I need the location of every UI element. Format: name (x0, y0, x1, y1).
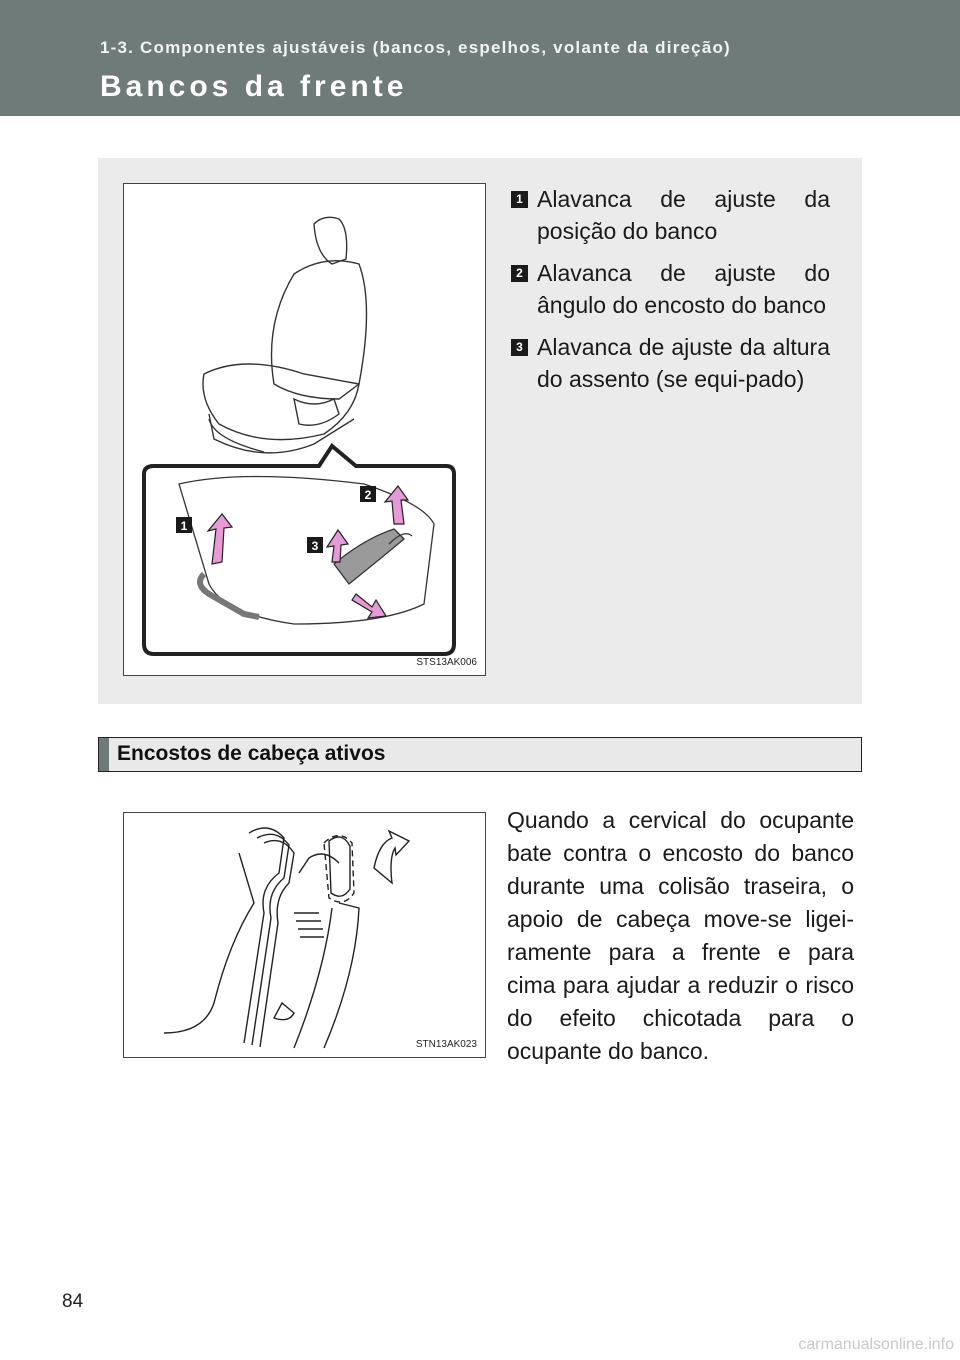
headrest-illustration (124, 813, 485, 1057)
upward-arrow-icon (374, 831, 409, 883)
legend-text: Alavanca de ajuste do ângulo do encosto do banco (537, 260, 830, 318)
seat-illustration (124, 184, 485, 675)
heading-accent-bar (99, 738, 109, 771)
section-title: 1-3. Componentes ajustáveis (bancos, espelhos, volante da direção) (100, 38, 731, 57)
headrest-figure (123, 812, 486, 1058)
legend-text: Alavanca de ajuste da posição do banco (537, 186, 830, 244)
page-title: Bancos da frente (100, 70, 408, 103)
legend-text: Alavanca de ajuste da altura do assento (se equi-pado) (537, 334, 830, 392)
callout-label-2: 2 (364, 488, 372, 502)
legend-item (505, 331, 830, 395)
number-badge: 3 (511, 339, 528, 356)
callout-label-1: 1 (180, 519, 188, 533)
number-badge: 2 (511, 265, 528, 282)
figure-code: STN13AK023 (415, 1039, 477, 1050)
page-number: 84 (62, 1291, 84, 1312)
watermark: carmanualsonline.info (798, 1336, 954, 1353)
figure-code: STS13AK006 (416, 657, 477, 668)
legend-item (505, 183, 830, 247)
legend-item (505, 257, 830, 321)
seat-adjustment-figure (123, 183, 486, 676)
number-badge: 1 (511, 191, 528, 208)
subsection-heading (98, 737, 862, 772)
seat-lever-legend (505, 183, 830, 405)
subsection-body: Quando a cervical do ocupante bate contra o encosto do banco durante uma colisão traseira, o apoio de cabeça move-se ligei-ramente para a frente e para cima para ajudar a reduzir o risco do efeito chicotada para o ocupante do banco. (507, 807, 854, 1064)
subsection-title: Encostos de cabeça ativos (117, 742, 386, 765)
header-bar (0, 0, 960, 116)
callout-label-3: 3 (311, 539, 319, 553)
